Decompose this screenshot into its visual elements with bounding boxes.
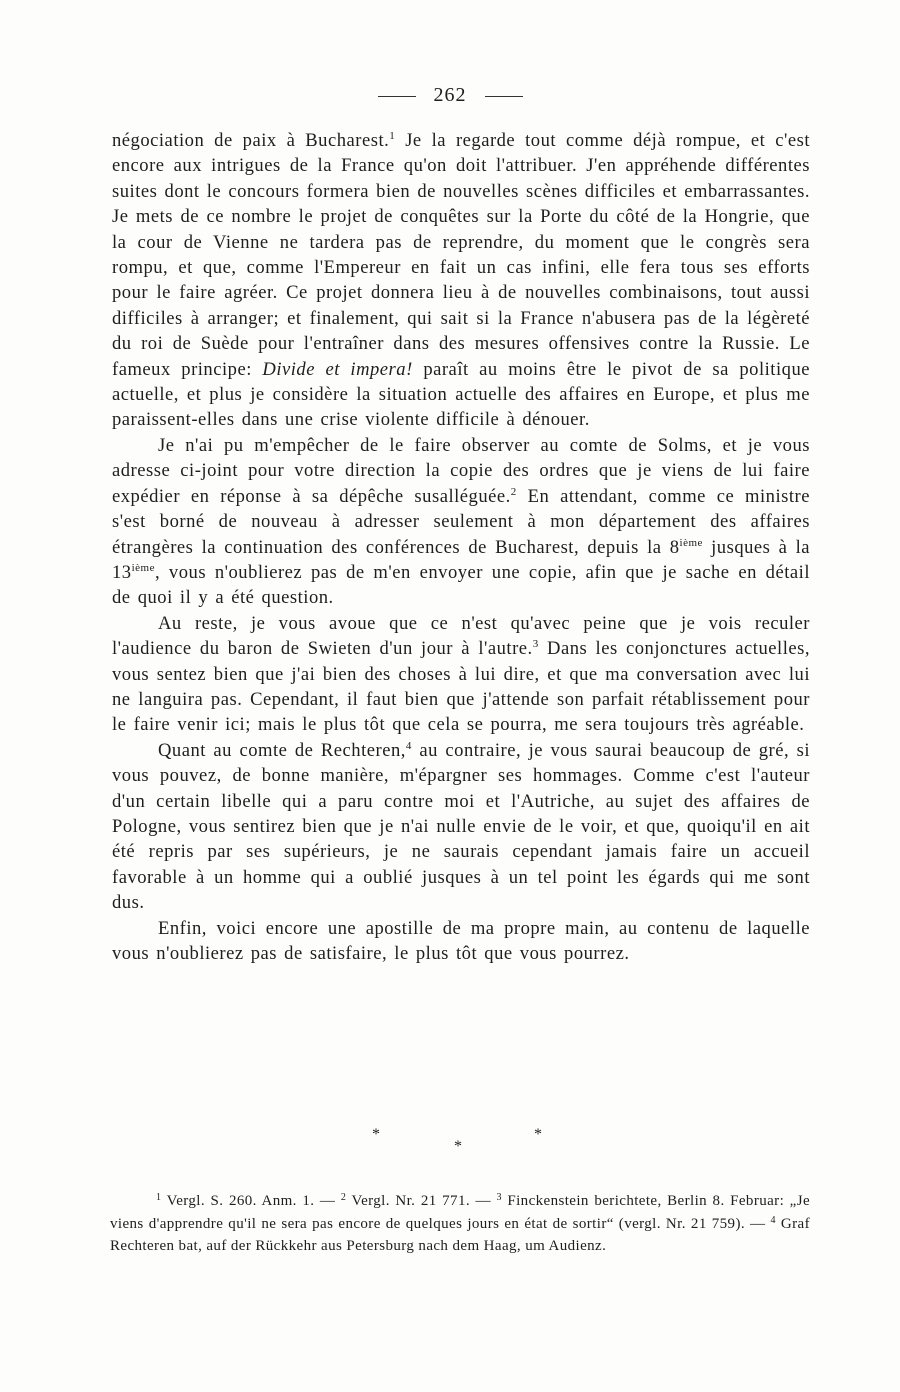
text-run: jusques à la 13 xyxy=(112,536,810,583)
footnote-marker: 4 xyxy=(405,739,412,752)
asterisk: * xyxy=(454,1138,462,1155)
section-separator xyxy=(0,1126,900,1166)
text-run: Finckenstein berichtete, Berlin 8. Februar: „Je viens d'apprendre qu'il ne sera pas encore de quelques jours en état de sortir“ (vergl. Nr. 21 759). — xyxy=(110,1193,810,1232)
footnote-marker: 3 xyxy=(532,638,539,651)
text-run: Vergl. S. 260. Anm. 1. — xyxy=(161,1193,341,1209)
footnote-text xyxy=(110,1190,810,1258)
asterisk: * xyxy=(534,1126,542,1143)
paragraph xyxy=(112,433,810,611)
text-run: Je la regarde tout comme déjà rompue, et c'est encore aux intrigues de la France qu'on doit l'attribuer. J'en appréhende différentes suites dont le concours formera bien de nouvelles scènes difficiles et embarrassantes. Je mets de ce nombre le projet de conquêtes sur la Porte du côté de la Hongrie, que la cour de Vienne ne tardera pas de reprendre, du moment que le congrès sera rompu, et que, comme l'Empereur en fait un cas infini, elle fera tous ses efforts pour le faire agréer. Ce projet donnera lieu à de nouvelles combinaisons, tout aussi difficiles à arranger; et finalement, qui sait si la France n'abusera pas de la légèreté du roi de Suède pour l'entraîner dans des mesures offensives contre la Russie. Le fameux principe: xyxy=(112,130,810,380)
text-run: Quant au comte de Rechteren, xyxy=(158,739,406,761)
header-rule-left xyxy=(378,96,416,97)
paragraph xyxy=(112,611,810,738)
footnote-marker: ième xyxy=(679,536,703,549)
text-run: Dans les conjonctures actuelles, vous sentez bien que j'ai bien des choses à lui dire, et que ma conversation avec lui ne languira pas. Cependant, il faut bien que j'attende son parfait rétablissement pour le faire venir ici; mais le plus tôt que cela se pourra, me sera toujours très agréable. xyxy=(112,638,810,736)
footnote-marker: 4 xyxy=(770,1214,776,1226)
paragraph xyxy=(112,738,810,916)
text-run: Je n'ai pu m'empêcher de le faire observer au comte de Solms, et je vous adresse ci-joint pour votre direction la copie des ordres que je viens de lui faire expédier en réponse à sa dépêche susalléguée. xyxy=(112,434,810,507)
footnotes xyxy=(110,1190,810,1258)
text-run: paraît au moins être le pivot de sa politique actuelle, et plus je considère la situation actuelle des affaires en Europe, et plus me paraissent-elles dans une crise violente difficile à dénouer. xyxy=(112,358,810,431)
footnote-marker: 2 xyxy=(340,1192,347,1203)
page-header xyxy=(0,84,900,107)
footnote-marker: 1 xyxy=(156,1192,162,1203)
text-run: Enfin, voici encore une apostille de ma propre main, au contenu de laquelle vous n'oublierez pas de satisfaire, le plus tôt que vous pourrez. xyxy=(112,917,810,964)
header-rule-right xyxy=(485,96,523,97)
text-run: Vergl. Nr. 21 771. — xyxy=(346,1193,497,1209)
footnote-marker: ième xyxy=(131,561,155,574)
footnote-marker: 3 xyxy=(496,1192,502,1203)
footnote-marker: 1 xyxy=(389,130,396,142)
body-text xyxy=(112,128,810,966)
text-run: Au reste, je vous avoue que ce n'est qu'avec peine que je vois reculer l'audience du baron de Swieten d'un jour à l'autre. xyxy=(112,612,810,660)
italic-text: Divide et impera! xyxy=(262,358,413,380)
page-number: 262 xyxy=(433,84,467,106)
footnote-marker: 2 xyxy=(510,485,517,498)
asterisk: * xyxy=(372,1126,380,1143)
text-run: En attendant, comme ce ministre s'est borné de nouveau à adresser seulement à mon département des affaires étrangères la continuation des conférences de Bucharest, depuis la 8 xyxy=(112,485,810,558)
text-run: Graf Rechteren bat, auf der Rückkehr aus Petersburg nach dem Haag, um Audienz. xyxy=(110,1215,811,1254)
paragraph xyxy=(112,916,810,967)
text-run: négociation de paix à Bucharest. xyxy=(112,130,390,151)
paragraph xyxy=(112,128,810,433)
text-run: au contraire, je vous saurai beaucoup de gré, si vous pouvez, de bonne manière, m'épargner ses hommages. Comme c'est l'auteur d'un certain libelle qui a paru contre moi et l'Autriche, au sujet des affaires de Pologne, vous sentirez bien que je n'ai nulle envie de le voir, et que, quoiqu'il en ait été repris par ses supérieurs, je ne saurais cependant jamais faire un accueil favorable à un homme qui a oublié jusques à un tel point les égards qui me sont dus. xyxy=(112,739,810,914)
text-run: , vous n'oublierez pas de m'en envoyer une copie, afin que je sache en détail de quoi il y a été question. xyxy=(112,561,810,609)
